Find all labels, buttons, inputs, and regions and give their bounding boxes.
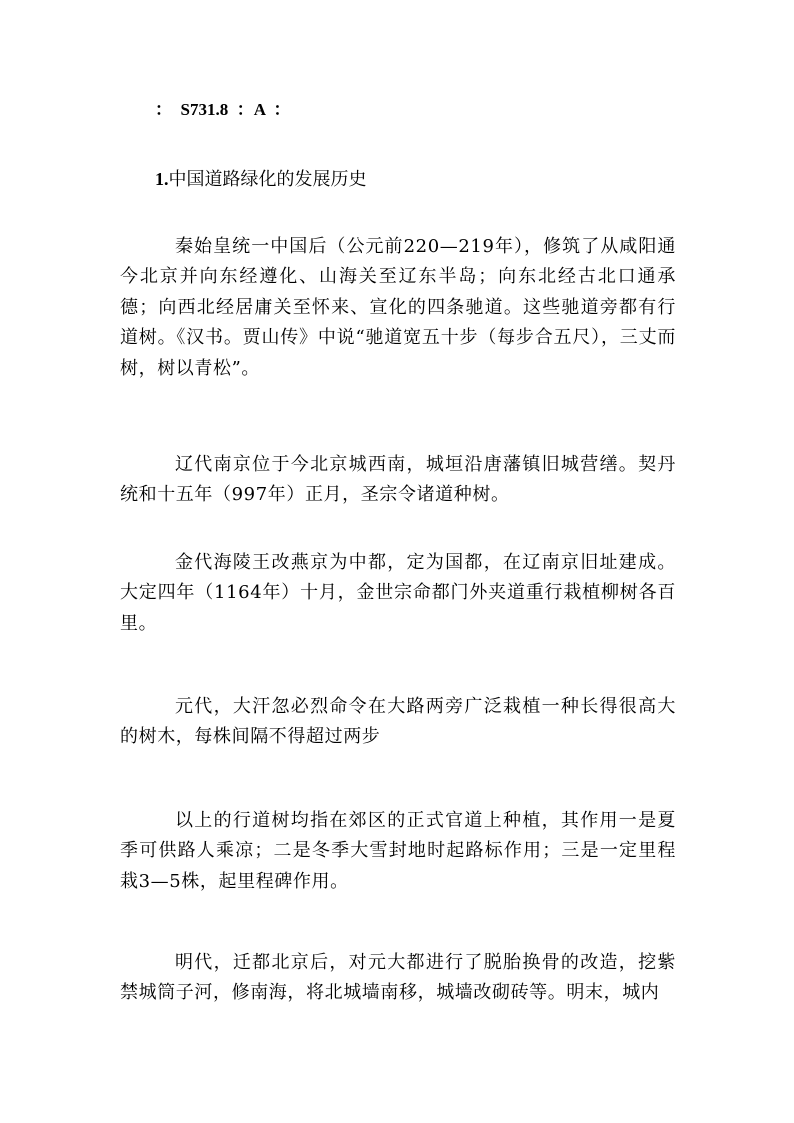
paragraph-jin: 金代海陵王改燕京为中都，定为国都，在辽南京旧址建成。大定四年（1164年）十月，金世宗命都门外夹道重行栽植柳树各百里。 [120,552,676,634]
paragraph-ming: 明代，迁都北京后，对元大都进行了脱胎换骨的改造，挖紫禁城筒子河，修南海，将北城墙南移，城墙改砌砖等。明末，城内 [120,952,676,1004]
paragraph-liao: 辽代南京位于今北京城西南，城垣沿唐藩镇旧城营缮。契丹统和十五年（997年）正月，圣宗令诸道种树。 [120,454,676,506]
classification-line: ： S731.8 ：A ： [155,100,291,119]
section-heading [155,165,367,194]
section-title: 中国道路绿化的发展历史 [168,169,367,190]
section-number: 1. [155,169,169,189]
paragraph-purpose: 以上的行道树均指在郊区的正式官道上种植，其作用一是夏季可供路人乘凉；二是冬季大雪封地时起路标作用；三是一定里程栽3—5株，起里程碑作用。 [120,810,676,892]
paragraph-yuan: 元代，大汗忽必烈命令在大路两旁广泛栽植一种长得很高大的树木，每株间隔不得超过两步 [120,696,676,748]
paragraph-qin: 秦始皇统一中国后（公元前220—219年），修筑了从咸阳通今北京并向东经遵化、山海关至辽东半岛；向东北经古北口通承德；向西北经居庸关至怀来、宣化的四条驰道。这些驰道旁都有行道树。《汉书。贾山传》中说“驰道宽五十步（每步合五尺），三丈而树，树以青松”。 [120,236,676,379]
